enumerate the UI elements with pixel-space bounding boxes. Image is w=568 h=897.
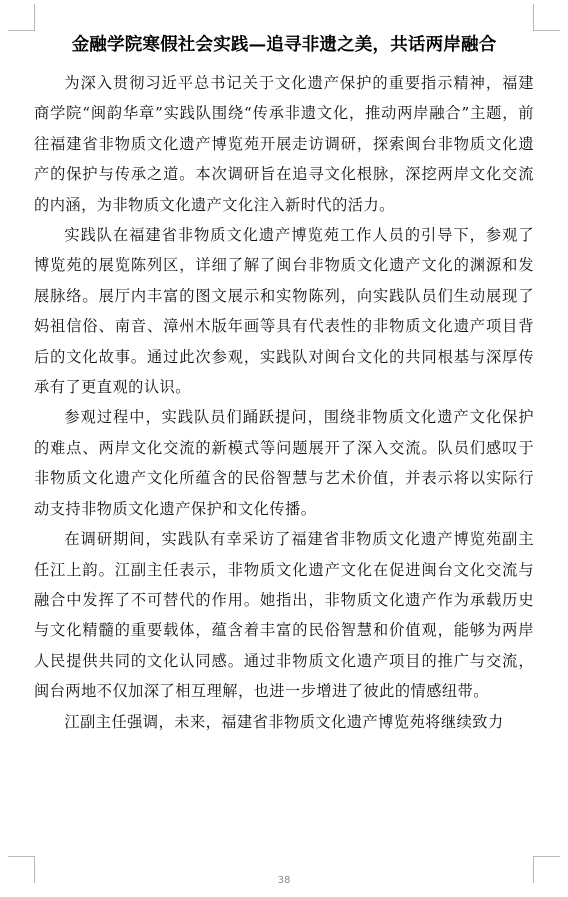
- paragraph: 为深入贯彻习近平总书记关于文化遗产保护的重要指示精神，福建商学院“闽韵华章”实践队围绕“传承非遗文化，推动两岸融合”主题，前往福建省非物质文化遗产博览苑开展走访调研，探索闽台非物质文化遗产的保护与传承之道。本次调研旨在追寻文化根脉，深挖两岸文化交流的内涵，为非物质文化遗产文化注入新时代的活力。: [34, 74, 534, 214]
- paragraph: 江副主任强调，未来，福建省非物质文化遗产博览苑将继续致力: [64, 712, 504, 731]
- document-body: [34, 68, 534, 737]
- paragraph: 参观过程中，实践队员们踊跃提问，围绕非物质文化遗产文化保护的难点、两岸文化交流的新模式等问题展开了深入交流。队员们感叹于非物质文化遗产文化所蕴含的民俗智慧与艺术价值，并表示将以实际行动支持非物质文化遗产保护和文化传播。: [34, 408, 534, 518]
- document-title: 金融学院寒假社会实践—追寻非遗之美，共话两岸融合: [71, 35, 497, 55]
- crop-mark-top-left: [8, 4, 35, 31]
- paragraph: 在调研期间，实践队有幸采访了福建省非物质文化遗产博览苑副主任江上韵。江副主任表示，非物质文化遗产文化在促进闽台文化交流与融合中发挥了不可替代的作用。她指出，非物质文化遗产作为承载历史与文化精髓的重要载体，蕴含着丰富的民俗智慧和价值观，能够为两岸人民提供共同的文化认同感。通过非物质文化遗产项目的推广与交流，闽台两地不仅加深了相互理解，也进一步增进了彼此的情感纽带。: [34, 530, 534, 701]
- page-number: 38: [277, 875, 291, 886]
- paragraph: 实践队在福建省非物质文化遗产博览苑工作人员的引导下，参观了博览苑的展览陈列区，详细了解了闽台非物质文化遗产文化的渊源和发展脉络。展厅内丰富的图文展示和实物陈列，向实践队员们生动展现了妈祖信俗、南音、漳州木版年画等具有代表性的非物质文化遗产项目背后的文化故事。通过此次参观，实践队对闽台文化的共同根基与深厚传承有了更直观的认识。: [34, 226, 534, 397]
- crop-mark-top-right: [533, 4, 560, 31]
